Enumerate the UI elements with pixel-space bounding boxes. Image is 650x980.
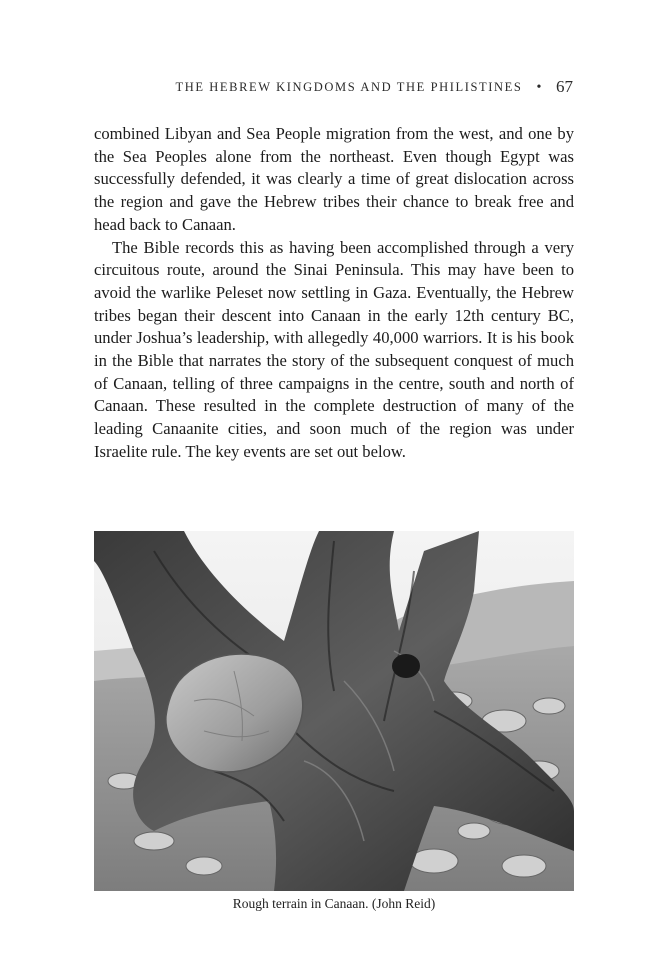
tree-rock-photo (94, 531, 574, 891)
running-title: THE HEBREW KINGDOMS AND THE PHILISTINES (175, 80, 523, 94)
figure-caption: Rough terrain in Canaan. (John Reid) (232, 896, 436, 911)
figure-photo (94, 531, 574, 891)
header-separator: • (536, 80, 543, 95)
paragraph-1: combined Libyan and Sea People migration from the west, and one by the Sea Peoples alone from the northeast. Even though Egypt was successfully defended, it was clearly a time of great dislocation across the region and gave the Hebrew tribes their chance to break free and head back to Canaan. (94, 124, 574, 234)
page-number: 67 (556, 77, 573, 96)
paragraph-2: The Bible records this as having been accomplished through a very circuitous route, around the Sinai Peninsula. This may have been to avoid the warlike Peleset now settling in Gaza. Eventually, the Hebrew tribes began their descent into Canaan in the early 12th century BC, under Joshua’s leadership, with allegedly 40,000 warriors. It is his book in the Bible that narrates the story of the subsequent conquest of much of Canaan, telling of three campaigns in the centre, south and north of Canaan. These resulted in the complete destruction of many of the leading Canaanite cities, and soon much of the region was under Israelite rule. The key events are set out below. (94, 237, 574, 461)
body-text (94, 123, 574, 464)
running-head (175, 77, 573, 97)
